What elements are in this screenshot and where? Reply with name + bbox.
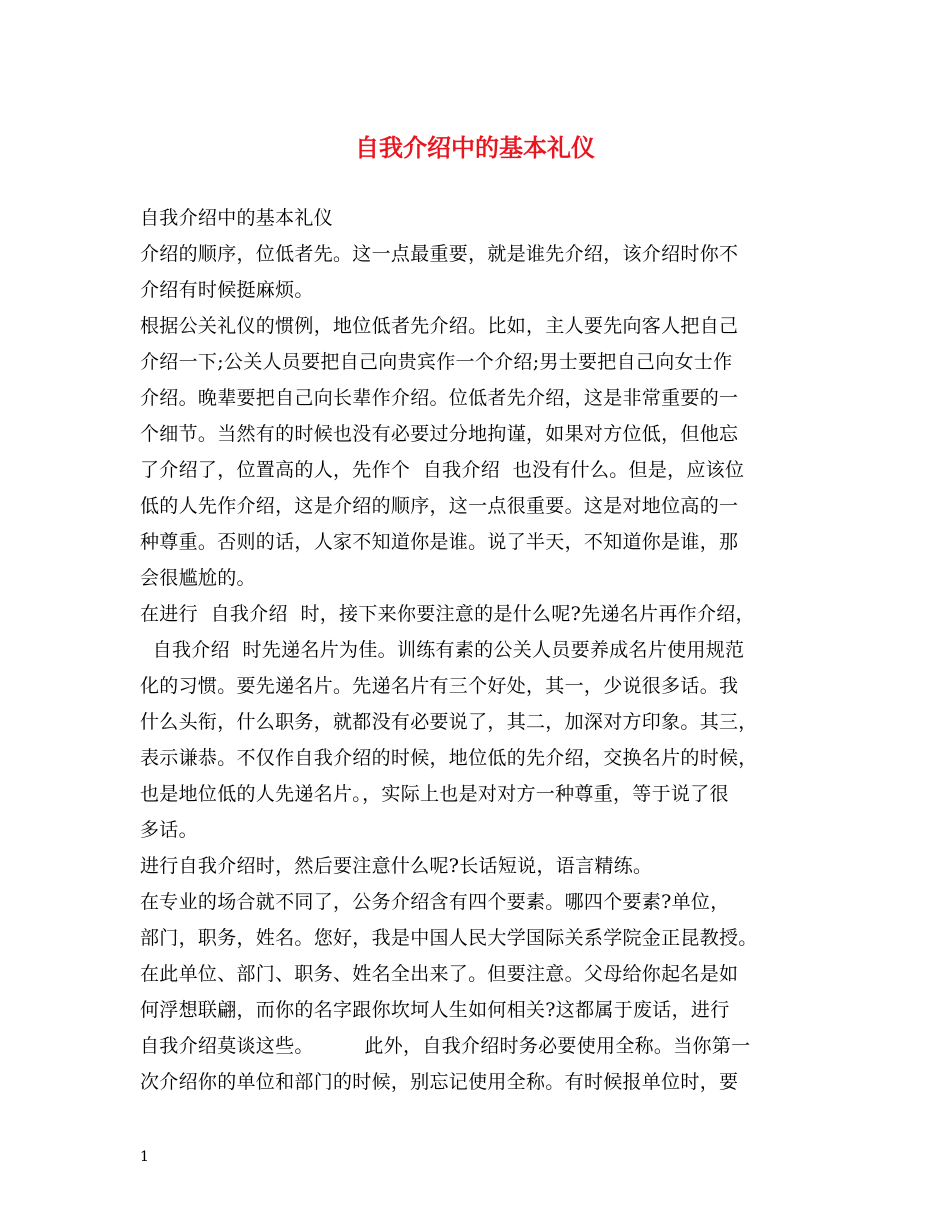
- body-line: 次介绍你的单位和部门的时候，别忘记使用全称。有时候报单位时，要: [140, 1071, 739, 1093]
- body-line: 在进行 自我介绍 时，接下来你要注意的是什么呢?先递名片再作介绍，: [140, 603, 755, 625]
- body-line: 表示谦恭。不仅作自我介绍的时候，地位低的先介绍，交换名片的时候，: [140, 747, 758, 769]
- body-line: 在专业的场合就不同了，公务介绍含有四个要素。哪四个要素?单位，: [140, 891, 730, 913]
- body-line: 介绍的顺序，位低者先。这一点最重要，就是谁先介绍，该介绍时你不: [140, 243, 739, 265]
- body-line: 个细节。当然有的时候也没有必要过分地拘谨，如果对方位低，但他忘: [140, 423, 739, 445]
- body-line: 自我介绍 时先递名片为佳。训练有素的公关人员要养成名片使用规范: [140, 639, 745, 661]
- body-line: 了介绍了，位置高的人，先作个 自我介绍 也没有什么。但是，应该位: [140, 459, 745, 481]
- page-number: 1: [140, 1149, 149, 1165]
- body-line: 介绍有时候挺麻烦。: [140, 279, 314, 301]
- body-line: 在此单位、部门、职务、姓名全出来了。但要注意。父母给你起名是如: [140, 963, 739, 985]
- body-line: 何浮想联翩，而你的名字跟你坎坷人生如何相关?这都属于废话，进行: [140, 999, 730, 1021]
- body-line: 会很尴尬的。: [140, 567, 256, 589]
- body-line: 多话。: [140, 819, 198, 841]
- body-line: 也是地位低的人先递名片。，实际上也是对对方一种尊重，等于说了很: [140, 783, 729, 805]
- document-body: [140, 200, 830, 1100]
- body-line: 自我介绍莫谈这些。 此外，自我介绍时务必要使用全称。当你第一: [140, 1035, 751, 1057]
- body-line: 什么头衔，什么职务，就都没有必要说了，其二，加深对方印象。其三，: [140, 711, 758, 733]
- body-line: 介绍。晚辈要把自己向长辈作介绍。位低者先介绍，这是非常重要的一: [140, 387, 739, 409]
- body-line: 介绍一下;公关人员要把自己向贵宾作一个介绍;男士要把自己向女士作: [140, 351, 733, 373]
- body-line: 部门，职务，姓名。您好，我是中国人民大学国际关系学院金正昆教授。: [140, 927, 758, 949]
- document-title: 自我介绍中的基本礼仪: [355, 133, 595, 162]
- body-line: 根据公关礼仪的惯例，地位低者先介绍。比如，主人要先向客人把自己: [140, 315, 739, 337]
- body-line: 种尊重。否则的话，人家不知道你是谁。说了半天，不知道你是谁，那: [140, 531, 739, 553]
- body-line: 进行自我介绍时，然后要注意什么呢?长话短说，语言精练。: [140, 855, 653, 877]
- body-line: 化的习惯。要先递名片。先递名片有三个好处，其一，少说很多话。我: [140, 675, 739, 697]
- body-line: 自我介绍中的基本礼仪: [140, 207, 334, 229]
- body-line: 低的人先作介绍，这是介绍的顺序，这一点很重要。这是对地位高的一: [140, 495, 739, 517]
